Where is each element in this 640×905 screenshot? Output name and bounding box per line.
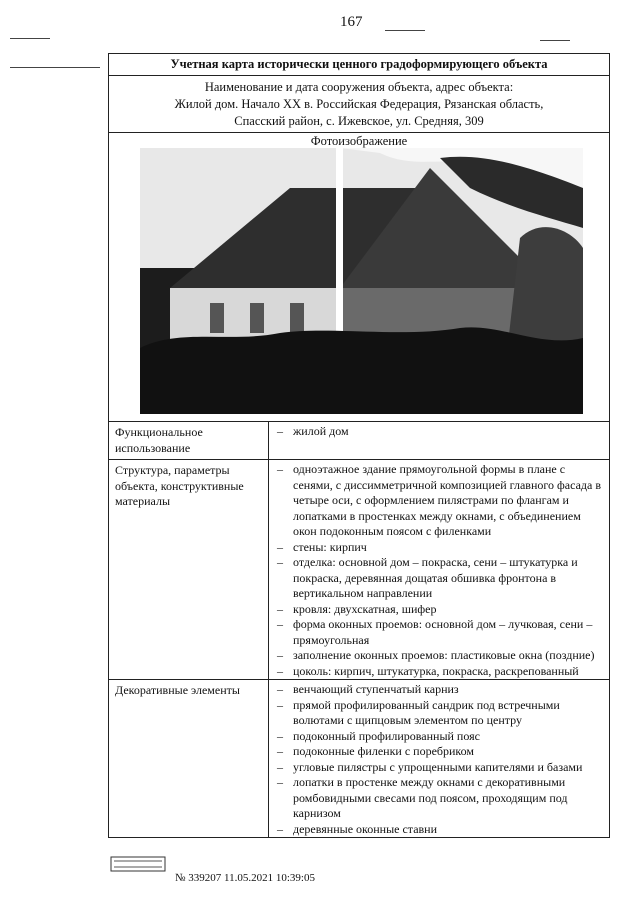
row-item: – прямой профилированный сандрик под встречными волютами с щипцовым элементом по центру: [277, 698, 605, 729]
registration-card: [108, 53, 610, 838]
card-title: Учетная карта исторически ценного градоформирующего объекта: [109, 54, 609, 76]
object-info-line: Жилой дом. Начало XX в. Российская Федерация, Рязанская область,: [174, 97, 544, 111]
row-item: – подоконный профилированный пояс: [277, 729, 605, 745]
certification-stamp: [110, 856, 166, 872]
row-items: [269, 422, 609, 459]
document-id: № 339207 11.05.2021 10:39:05: [175, 872, 315, 884]
scan-mark: [540, 40, 570, 41]
row-label: Структура, параметры объекта, конструктивные материалы: [109, 460, 269, 679]
row-items: [269, 460, 609, 679]
photo-section: [109, 133, 609, 422]
page-number: 167: [340, 14, 363, 30]
row-item: – венчающий ступенчатый карниз: [277, 682, 605, 698]
photo-label: Фотоизображение: [310, 134, 408, 148]
info-row: [109, 422, 609, 460]
row-item: – отделка: основной дом – покраска, сени – штукатурка и покраска, деревянная дощатая обшивка фронтона в вертикальном направлении: [277, 555, 605, 602]
row-items: [269, 680, 609, 837]
row-label: Функциональное использование: [109, 422, 269, 459]
row-item: – одноэтажное здание прямоугольной формы в плане с сенями, с диссимметричной композицией главного фасада в четыре оси, с оформлением пилястрами по флангам и лопатками в простенках между окнами, с объединением окон подоконным поясом с филенками: [277, 462, 605, 540]
row-item: – стены: кирпич: [277, 540, 605, 556]
object-info-line: Спасский район, с. Ижевское, ул. Средняя, 309: [234, 114, 484, 128]
row-item: – деревянные оконные ставни: [277, 822, 605, 838]
object-info: [109, 76, 609, 133]
info-row: [109, 680, 609, 837]
house-photo: [140, 148, 583, 414]
row-item: – угловые пилястры с упрощенными капителями и базами: [277, 760, 605, 776]
row-label: Декоративные элементы: [109, 680, 269, 837]
scan-mark: [10, 38, 50, 39]
row-item: – лопатки в простенке между окнами с декоративными ромбовидными свесами под поясом, проходящим под карнизом: [277, 775, 605, 822]
scan-mark: [385, 30, 425, 31]
row-item: – кровля: двухскатная, шифер: [277, 602, 605, 618]
row-item: – форма оконных проемов: основной дом – лучковая, сени – прямоугольная: [277, 617, 605, 648]
row-item: – подоконные филенки с поребриком: [277, 744, 605, 760]
info-row: [109, 460, 609, 680]
row-item: – жилой дом: [277, 424, 605, 440]
object-info-line: Наименование и дата сооружения объекта, адрес объекта:: [204, 80, 514, 94]
row-item: – заполнение оконных проемов: пластиковые окна (поздние): [277, 648, 605, 664]
row-item: – цоколь: кирпич, штукатурка, покраска, раскрепованный: [277, 664, 605, 680]
scan-mark: [10, 67, 100, 68]
